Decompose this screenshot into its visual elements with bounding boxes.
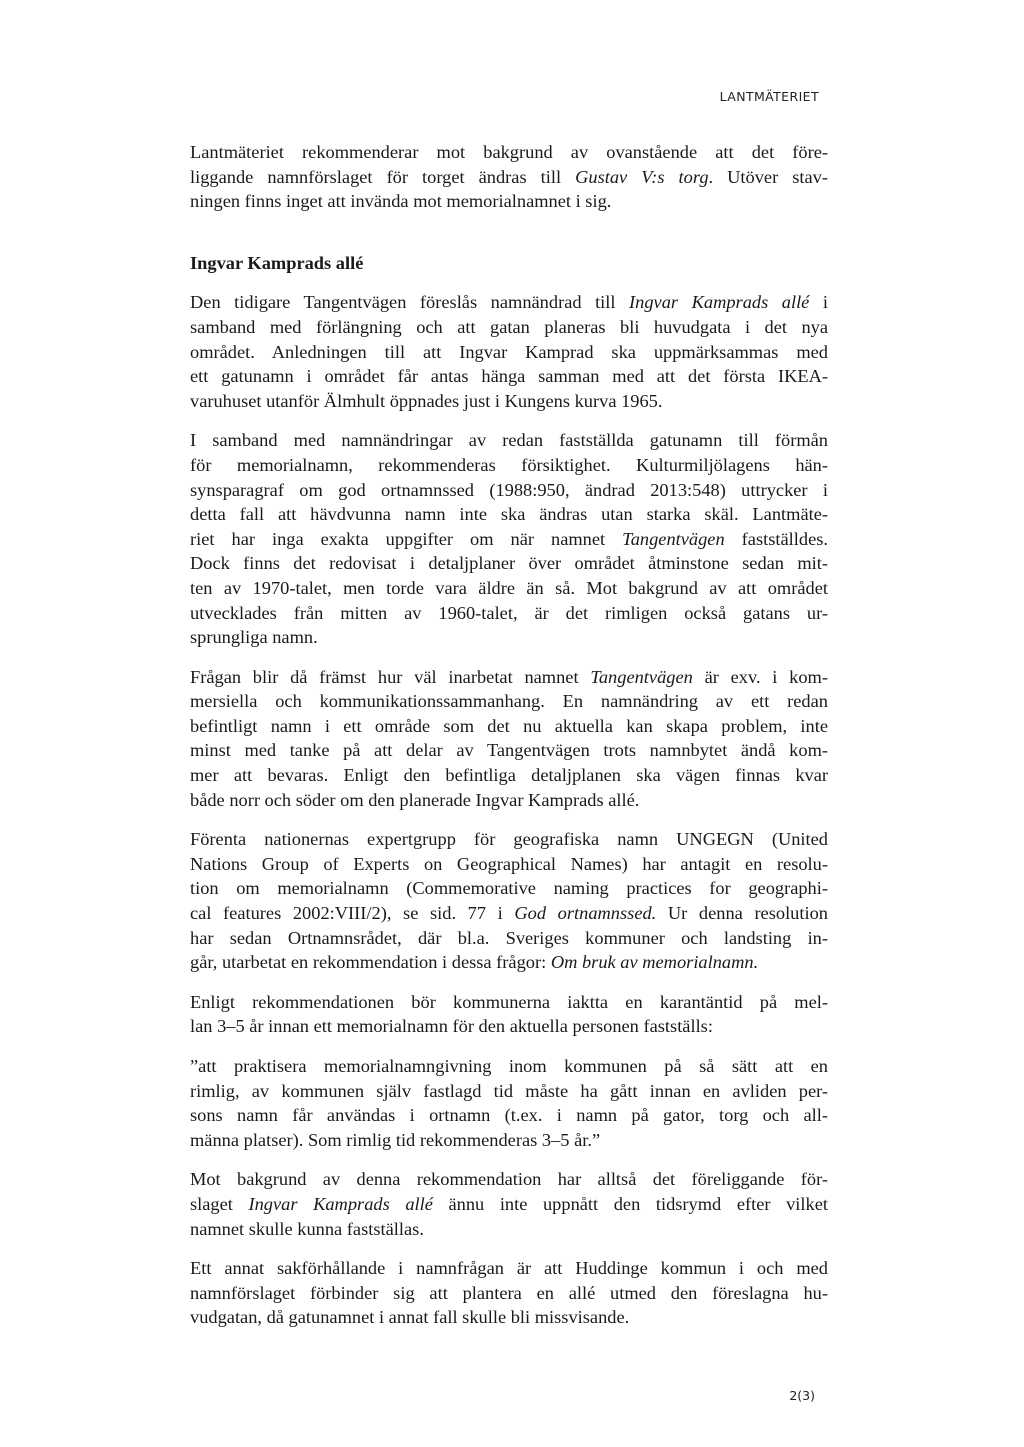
- text-segment: minst med tanke på att delar av Tangentvägen trots namnbytet ändå kom-: [190, 740, 828, 761]
- text-line: [190, 1054, 828, 1079]
- text-segment: Lantmäteriet rekommenderar mot bakgrund av ovanstående att det före-: [190, 142, 828, 162]
- text-line: [190, 1014, 828, 1039]
- text-line: [190, 665, 828, 690]
- text-segment: Dock finns det redovisat i detaljplaner över området åtminstone sedan mit-: [190, 553, 828, 574]
- text-segment: detta fall att hävdvunna namn inte ska ändras utan starka skäl. Lantmäte-: [190, 504, 828, 525]
- text-segment: ningen finns inget att invända mot memorialnamnet i sig.: [190, 191, 612, 212]
- text-line: [190, 1128, 828, 1153]
- text-segment: utvecklades från mitten av 1960-talet, är det rimligen också gatans ur-: [190, 602, 828, 623]
- text-segment: ännu inte uppnått den tidsrymd efter vilket: [432, 1193, 828, 1214]
- paragraph: [190, 1256, 828, 1330]
- paragraph: [190, 1054, 828, 1152]
- text-segment: mersiella och kommunikationssammanhang. En namnändring av ett redan: [190, 691, 828, 712]
- text-segment: Mot bakgrund av denna rekommendation har alltså det föreliggande för-: [190, 1169, 828, 1190]
- italic-text: God ortnamnssed.: [514, 903, 657, 924]
- text-line: [190, 852, 828, 877]
- paragraph: [190, 1167, 828, 1241]
- text-line: [190, 453, 828, 478]
- paragraph: [190, 827, 828, 975]
- text-line: [190, 428, 828, 453]
- text-segment: området. Anledningen till att Ingvar Kamprad ska uppmärksammas med: [190, 341, 828, 362]
- text-line: [190, 990, 828, 1015]
- text-line: [190, 502, 828, 527]
- paragraph: [190, 290, 828, 413]
- text-line: [190, 950, 828, 975]
- paragraph: [190, 140, 828, 214]
- text-segment: I samband med namnändringar av redan fastställda gatunamn till förmån: [190, 430, 828, 451]
- text-line: [190, 315, 828, 340]
- kamprad-section: [190, 290, 828, 1330]
- text-line: [190, 689, 828, 714]
- italic-text: Ingvar Kamprads allé: [248, 1193, 433, 1214]
- text-segment: ”att praktisera memorialnamngivning inom kommunen på så sätt att en: [190, 1056, 828, 1076]
- text-segment: vudgatan, då gatunamnet i annat fall skulle bli missvisande.: [190, 1307, 630, 1328]
- italic-text: Om bruk av memorialnamn.: [550, 952, 759, 973]
- text-segment: ten av 1970-talet, men torde vara äldre än så. Mot bakgrund av att området: [190, 577, 828, 598]
- text-line: [190, 738, 828, 763]
- text-line: [190, 1079, 828, 1104]
- text-segment: sons namn får användas i ortnamn (t.ex. i namn på gator, torg och all-: [190, 1105, 828, 1126]
- text-line: [190, 827, 828, 852]
- text-segment: i: [809, 292, 828, 313]
- intro-section: [190, 140, 828, 214]
- text-segment: går, utarbetat en rekommendation i dessa frågor:: [190, 952, 551, 973]
- text-segment: Frågan blir då främst hur väl inarbetat namnet: [190, 666, 591, 687]
- text-line: [190, 788, 828, 813]
- text-segment: lan 3–5 år innan ett memorialnamn för den aktuella personen fastställs:: [190, 1016, 713, 1037]
- text-segment: samband med förlängning och att gatan planeras bli huvudgata i det nya: [190, 316, 828, 337]
- text-segment: Ett annat sakförhållande i namnfrågan är att Huddinge kommun i och med: [190, 1258, 828, 1279]
- text-segment: rimlig, av kommunen själv fastlagd tid måste ha gått innan en avliden per-: [190, 1080, 828, 1101]
- text-segment: har sedan Ortnamnsrådet, där bl.a. Sveriges kommuner och landsting in-: [190, 927, 828, 948]
- page-number: 2(3): [789, 1388, 815, 1403]
- text-segment: riet har inga exakta uppgifter om när namnet: [190, 528, 623, 549]
- text-line: [190, 527, 828, 552]
- text-segment: . Utöver stav-: [708, 166, 828, 187]
- text-segment: är exv. i kom-: [692, 666, 828, 687]
- italic-text: Ingvar Kamprads allé: [629, 292, 810, 313]
- text-segment: Förenta nationernas expertgrupp för geografiska namn UNGEGN (United: [190, 829, 828, 850]
- text-line: [190, 876, 828, 901]
- text-segment: både norr och söder om den planerade Ingvar Kamprads allé.: [190, 789, 640, 810]
- text-line: [190, 1167, 828, 1192]
- text-line: [190, 1192, 828, 1217]
- section-heading: Ingvar Kamprads allé: [190, 252, 364, 273]
- text-segment: Enligt rekommendationen bör kommunerna iaktta en karantäntid på mel-: [190, 991, 828, 1012]
- text-line: [190, 140, 828, 165]
- text-segment: cal features 2002:VIII/2), se sid. 77 i: [190, 903, 515, 924]
- text-line: [190, 601, 828, 626]
- text-segment: sprungliga namn.: [190, 627, 318, 648]
- text-line: [190, 340, 828, 365]
- text-line: [190, 189, 828, 214]
- text-segment: befintligt namn i ett område som det nu aktuella kan skapa problem, inte: [190, 715, 828, 736]
- text-line: [190, 1305, 828, 1330]
- document-body: [190, 140, 828, 1345]
- text-segment: namnförslaget förbinder sig att plantera en allé utmed den föreslagna hu-: [190, 1282, 828, 1303]
- text-line: [190, 1256, 828, 1281]
- text-segment: varuhuset utanför Älmhult öppnades just i Kungens kurva 1965.: [190, 390, 663, 411]
- text-line: [190, 165, 828, 190]
- text-segment: synsparagraf om god ortnamnssed (1988:950, ändrad 2013:548) uttrycker i: [190, 479, 828, 500]
- italic-text: Tangentvägen: [622, 528, 725, 549]
- text-segment: Ur denna resolution: [656, 903, 828, 924]
- text-line: [190, 926, 828, 951]
- text-line: [190, 1103, 828, 1128]
- text-segment: männa platser). Som rimlig tid rekommenderas 3–5 år.”: [190, 1129, 601, 1150]
- text-line: [190, 290, 828, 315]
- text-line: [190, 551, 828, 576]
- paragraph: [190, 428, 828, 649]
- text-segment: ett gatunamn i området får antas hänga samman med att det första IKEA-: [190, 366, 828, 387]
- agency-header: LANTMÄTERIET: [719, 89, 819, 104]
- text-segment: för memorialnamn, rekommenderas försiktighet. Kulturmiljölagens hän-: [190, 454, 828, 475]
- italic-text: Tangentvägen: [590, 666, 693, 687]
- text-line: [190, 364, 828, 389]
- text-line: [190, 478, 828, 503]
- text-line: [190, 714, 828, 739]
- italic-text: Gustav V:s torg: [575, 166, 709, 187]
- text-line: [190, 901, 828, 926]
- text-segment: Nations Group of Experts on Geographical Names) har antagit en resolu-: [190, 853, 828, 874]
- text-segment: fastställdes.: [724, 528, 828, 549]
- text-segment: liggande namnförslaget för torget ändras till: [190, 166, 576, 187]
- text-line: [190, 763, 828, 788]
- text-segment: slaget: [190, 1193, 249, 1214]
- text-line: [190, 1217, 828, 1242]
- text-line: [190, 576, 828, 601]
- text-line: [190, 1281, 828, 1306]
- text-segment: namnet skulle kunna fastställas.: [190, 1218, 424, 1239]
- text-line: [190, 389, 828, 414]
- paragraph: [190, 665, 828, 813]
- paragraph: [190, 990, 828, 1039]
- text-segment: tion om memorialnamn (Commemorative naming practices for geographi-: [190, 878, 828, 899]
- text-line: [190, 625, 828, 650]
- text-segment: Den tidigare Tangentvägen föreslås namnändrad till: [190, 292, 630, 313]
- text-segment: mer att bevaras. Enligt den befintliga detaljplanen ska vägen finnas kvar: [190, 765, 828, 786]
